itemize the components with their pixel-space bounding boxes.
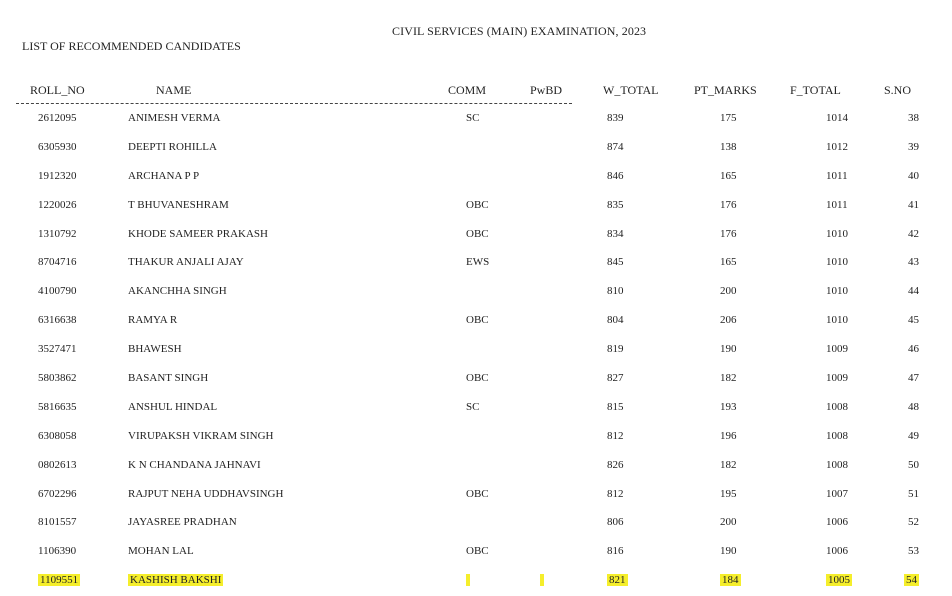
w-total-cell bbox=[607, 516, 624, 528]
pt-marks-cell-text: 193 bbox=[720, 400, 737, 413]
pt-marks-cell bbox=[720, 430, 737, 442]
roll-no-cell-text: 6316638 bbox=[38, 314, 77, 327]
sno-cell-text: 40 bbox=[908, 169, 919, 182]
pt-marks-cell-text: 206 bbox=[720, 314, 737, 327]
sno-cell-text: 39 bbox=[908, 140, 919, 153]
w-total-cell-text: 846 bbox=[607, 169, 624, 182]
roll-no-cell bbox=[38, 516, 77, 528]
sno-cell bbox=[908, 401, 919, 413]
f-total-cell-text: 1007 bbox=[826, 487, 848, 500]
name-cell bbox=[128, 545, 194, 557]
f-total-cell-text: 1006 bbox=[826, 516, 848, 529]
table-row bbox=[0, 365, 952, 394]
pt-marks-cell bbox=[720, 112, 737, 124]
pt-marks-cell bbox=[720, 256, 737, 268]
name-cell-text: RAMYA R bbox=[128, 314, 178, 327]
roll-no-cell-text: 3527471 bbox=[38, 343, 77, 356]
pt-marks-cell-text: 165 bbox=[720, 169, 737, 182]
column-header-name: NAME bbox=[156, 83, 192, 97]
f-total-cell bbox=[826, 343, 848, 355]
pt-marks-cell bbox=[720, 372, 737, 384]
sno-cell-text: 42 bbox=[908, 227, 919, 240]
roll-no-cell bbox=[38, 430, 77, 442]
pt-marks-cell bbox=[720, 314, 737, 326]
roll-no-cell bbox=[38, 170, 77, 182]
name-cell-text: ANSHUL HINDAL bbox=[128, 400, 218, 413]
roll-no-cell bbox=[38, 343, 77, 355]
table-row bbox=[0, 249, 952, 278]
w-total-cell bbox=[607, 170, 624, 182]
roll-no-cell bbox=[38, 314, 77, 326]
table-row bbox=[0, 452, 952, 481]
f-total-cell-text: 1008 bbox=[826, 429, 848, 442]
pt-marks-cell bbox=[720, 285, 737, 297]
name-cell-text: BHAWESH bbox=[128, 343, 182, 356]
sno-cell-text: 43 bbox=[908, 256, 919, 269]
roll-no-cell bbox=[38, 574, 80, 586]
f-total-cell-text: 1009 bbox=[826, 343, 848, 356]
f-total-cell bbox=[826, 401, 848, 413]
w-total-cell bbox=[607, 545, 624, 557]
column-header-comm: COMM bbox=[448, 83, 487, 97]
roll-no-cell bbox=[38, 372, 77, 384]
name-cell-text: K N CHANDANA JAHNAVI bbox=[128, 458, 261, 471]
pt-marks-cell-text: 200 bbox=[720, 285, 737, 298]
w-total-cell-text: 826 bbox=[607, 458, 624, 471]
list-subtitle: LIST OF RECOMMENDED CANDIDATES bbox=[22, 39, 241, 53]
f-total-cell-text: 1009 bbox=[826, 372, 848, 385]
table-row bbox=[0, 163, 952, 192]
table-row bbox=[0, 307, 952, 336]
w-total-cell bbox=[607, 372, 624, 384]
pt-marks-cell bbox=[720, 516, 737, 528]
w-total-cell-text: 812 bbox=[607, 429, 624, 442]
table-row bbox=[0, 336, 952, 365]
sno-cell bbox=[904, 574, 919, 586]
column-header-w-total: W_TOTAL bbox=[603, 83, 659, 97]
roll-no-cell-text: 6308058 bbox=[38, 429, 77, 442]
roll-no-cell-text: 8704716 bbox=[38, 256, 77, 269]
w-total-cell-text: 874 bbox=[607, 140, 624, 153]
roll-no-cell bbox=[38, 285, 77, 297]
f-total-cell bbox=[826, 285, 848, 297]
comm-cell-text: EWS bbox=[466, 256, 490, 269]
pt-marks-cell-text: 182 bbox=[720, 372, 737, 385]
name-cell-text: RAJPUT NEHA UDDHAVSINGH bbox=[128, 487, 284, 500]
w-total-cell bbox=[607, 343, 624, 355]
pt-marks-cell-text: 176 bbox=[720, 227, 737, 240]
column-header-roll-no: ROLL_NO bbox=[30, 83, 85, 97]
w-total-cell-text: 819 bbox=[607, 343, 624, 356]
table-row bbox=[0, 278, 952, 307]
name-cell-text: KASHISH BAKSHI bbox=[130, 574, 222, 587]
roll-no-cell-text: 2612095 bbox=[38, 112, 77, 124]
pt-marks-cell bbox=[720, 343, 737, 355]
f-total-cell bbox=[826, 170, 848, 182]
sno-cell-text: 41 bbox=[908, 198, 919, 211]
f-total-cell-text: 1012 bbox=[826, 140, 848, 153]
sno-cell bbox=[908, 285, 919, 297]
f-total-cell bbox=[826, 314, 848, 326]
name-cell-text: ANIMESH VERMA bbox=[128, 112, 221, 124]
sno-cell-text: 47 bbox=[908, 372, 919, 385]
sno-cell bbox=[908, 545, 919, 557]
f-total-cell-text: 1011 bbox=[826, 169, 848, 182]
f-total-cell bbox=[826, 256, 848, 268]
name-cell-text: KHODE SAMEER PRAKASH bbox=[128, 227, 268, 240]
column-header-pwbd: PwBD bbox=[530, 83, 563, 97]
sno-cell bbox=[908, 112, 919, 124]
name-cell bbox=[128, 314, 177, 326]
comm-cell bbox=[466, 372, 489, 384]
w-total-cell bbox=[607, 430, 624, 442]
name-cell bbox=[128, 516, 237, 528]
pt-marks-cell bbox=[720, 459, 737, 471]
table-row bbox=[0, 221, 952, 250]
f-total-cell bbox=[826, 228, 848, 240]
name-cell bbox=[128, 228, 268, 240]
w-total-cell bbox=[607, 574, 628, 586]
w-total-cell-text: 839 bbox=[607, 112, 624, 124]
f-total-cell-text: 1005 bbox=[828, 574, 850, 587]
name-cell-text: AKANCHHA SINGH bbox=[128, 285, 227, 298]
w-total-cell-text: 812 bbox=[607, 487, 624, 500]
pt-marks-cell-text: 184 bbox=[722, 574, 739, 587]
pt-marks-cell-text: 182 bbox=[720, 458, 737, 471]
roll-no-cell-text: 6702296 bbox=[38, 487, 77, 500]
pt-marks-cell-text: 195 bbox=[720, 487, 737, 500]
name-cell bbox=[128, 459, 261, 471]
sno-cell-text: 48 bbox=[908, 400, 919, 413]
f-total-cell-text: 1008 bbox=[826, 400, 848, 413]
w-total-cell-text: 810 bbox=[607, 285, 624, 298]
column-header-sno: S.NO bbox=[884, 83, 912, 97]
w-total-cell-text: 845 bbox=[607, 256, 624, 269]
roll-no-cell-text: 1109551 bbox=[40, 574, 79, 587]
name-cell bbox=[128, 488, 283, 500]
name-cell-text: VIRUPAKSH VIKRAM SINGH bbox=[128, 429, 274, 442]
comm-cell bbox=[466, 112, 479, 124]
w-total-cell bbox=[607, 285, 624, 297]
w-total-cell-text: 834 bbox=[607, 227, 624, 240]
pwbd-cell-text bbox=[540, 574, 544, 586]
f-total-cell-text: 1010 bbox=[826, 227, 848, 240]
name-cell bbox=[128, 141, 217, 153]
sno-cell-text: 45 bbox=[908, 314, 919, 327]
table-row bbox=[0, 423, 952, 452]
sno-cell bbox=[908, 516, 919, 528]
name-cell bbox=[128, 112, 220, 124]
f-total-cell bbox=[826, 545, 848, 557]
sno-cell-text: 44 bbox=[908, 285, 919, 298]
f-total-cell-text: 1010 bbox=[826, 285, 848, 298]
comm-cell bbox=[466, 488, 489, 500]
sno-cell bbox=[908, 488, 919, 500]
pt-marks-cell-text: 196 bbox=[720, 429, 737, 442]
pt-marks-cell-text: 176 bbox=[720, 198, 737, 211]
comm-cell bbox=[466, 256, 489, 268]
table-row bbox=[0, 394, 952, 423]
comm-cell-text: OBC bbox=[466, 545, 489, 558]
f-total-cell bbox=[826, 372, 848, 384]
comm-cell-text: SC bbox=[466, 112, 480, 124]
comm-cell-text: OBC bbox=[466, 314, 489, 327]
w-total-cell bbox=[607, 256, 624, 268]
comm-cell-text: OBC bbox=[466, 372, 489, 385]
sno-cell-text: 51 bbox=[908, 487, 919, 500]
pt-marks-cell bbox=[720, 545, 737, 557]
f-total-cell-text: 1014 bbox=[826, 112, 848, 124]
roll-no-cell bbox=[38, 545, 76, 557]
roll-no-cell-text: 5803862 bbox=[38, 372, 77, 385]
roll-no-cell-text: 1912320 bbox=[38, 169, 77, 182]
w-total-cell bbox=[607, 401, 624, 413]
roll-no-cell-text: 0802613 bbox=[38, 458, 77, 471]
pt-marks-cell-text: 200 bbox=[720, 516, 737, 529]
w-total-cell-text: 804 bbox=[607, 314, 624, 327]
page-title: CIVIL SERVICES (MAIN) EXAMINATION, 2023 bbox=[392, 24, 647, 38]
pwbd-cell bbox=[540, 574, 544, 586]
column-header-pt-marks: PT_MARKS bbox=[694, 83, 757, 97]
roll-no-cell bbox=[38, 459, 77, 471]
roll-no-cell-text: 1220026 bbox=[38, 198, 77, 211]
f-total-cell bbox=[826, 488, 848, 500]
pt-marks-cell bbox=[720, 170, 737, 182]
f-total-cell bbox=[826, 141, 848, 153]
f-total-cell-text: 1010 bbox=[826, 256, 848, 269]
name-cell-text: BASANT SINGH bbox=[128, 372, 209, 385]
roll-no-cell bbox=[38, 401, 77, 413]
f-total-cell bbox=[826, 199, 848, 211]
sno-cell-text: 49 bbox=[908, 429, 919, 442]
pt-marks-cell bbox=[720, 141, 737, 153]
w-total-cell bbox=[607, 199, 624, 211]
sno-cell bbox=[908, 372, 919, 384]
w-total-cell bbox=[607, 141, 624, 153]
sno-cell bbox=[908, 256, 919, 268]
name-cell bbox=[128, 199, 229, 211]
sno-cell bbox=[908, 343, 919, 355]
f-total-cell-text: 1011 bbox=[826, 198, 848, 211]
sno-cell-text: 52 bbox=[908, 516, 919, 529]
sno-cell-text: 50 bbox=[908, 458, 919, 471]
w-total-cell-text: 806 bbox=[607, 516, 624, 529]
comm-cell bbox=[466, 199, 489, 211]
roll-no-cell bbox=[38, 112, 77, 124]
name-cell bbox=[128, 430, 273, 442]
sno-cell bbox=[908, 141, 919, 153]
pt-marks-cell bbox=[720, 488, 737, 500]
table-row bbox=[0, 134, 952, 163]
roll-no-cell bbox=[38, 488, 77, 500]
f-total-cell bbox=[826, 430, 848, 442]
sno-cell bbox=[908, 228, 919, 240]
roll-no-cell bbox=[38, 141, 77, 153]
pt-marks-cell-text: 138 bbox=[720, 140, 737, 153]
comm-cell bbox=[466, 228, 489, 240]
sno-cell-text: 53 bbox=[908, 545, 919, 558]
sno-cell bbox=[908, 430, 919, 442]
sno-cell bbox=[908, 314, 919, 326]
sno-cell-text: 54 bbox=[906, 574, 917, 587]
f-total-cell bbox=[826, 459, 848, 471]
comm-cell bbox=[466, 401, 479, 413]
comm-cell bbox=[466, 574, 470, 586]
pt-marks-cell-text: 175 bbox=[720, 112, 737, 124]
comm-cell-text: OBC bbox=[466, 198, 489, 211]
pt-marks-cell bbox=[720, 228, 737, 240]
pt-marks-cell bbox=[720, 199, 737, 211]
w-total-cell bbox=[607, 112, 624, 124]
w-total-cell-text: 816 bbox=[607, 545, 624, 558]
name-cell bbox=[128, 170, 199, 182]
w-total-cell-text: 821 bbox=[609, 574, 626, 587]
name-cell bbox=[128, 285, 227, 297]
name-cell-text: ARCHANA P P bbox=[128, 169, 200, 182]
sno-cell bbox=[908, 459, 919, 471]
table-row bbox=[0, 509, 952, 538]
w-total-cell-text: 815 bbox=[607, 400, 624, 413]
candidate-table bbox=[0, 105, 952, 596]
roll-no-cell-text: 6305930 bbox=[38, 140, 77, 153]
f-total-cell-text: 1010 bbox=[826, 314, 848, 327]
comm-cell-text: OBC bbox=[466, 487, 489, 500]
pt-marks-cell bbox=[720, 574, 741, 586]
comm-cell-text bbox=[466, 574, 470, 586]
w-total-cell-text: 827 bbox=[607, 372, 624, 385]
w-total-cell-text: 835 bbox=[607, 198, 624, 211]
sno-cell bbox=[908, 170, 919, 182]
pt-marks-cell-text: 190 bbox=[720, 545, 737, 558]
comm-cell bbox=[466, 545, 489, 557]
pt-marks-cell bbox=[720, 401, 737, 413]
f-total-cell-text: 1006 bbox=[826, 545, 848, 558]
roll-no-cell-text: 8101557 bbox=[38, 516, 77, 529]
roll-no-cell-text: 1310792 bbox=[38, 227, 77, 240]
f-total-cell bbox=[826, 516, 848, 528]
roll-no-cell-text: 4100790 bbox=[38, 285, 77, 298]
table-row bbox=[0, 567, 952, 596]
name-cell-text: THAKUR ANJALI AJAY bbox=[128, 256, 244, 269]
column-header-f-total: F_TOTAL bbox=[790, 83, 841, 97]
comm-cell bbox=[466, 314, 489, 326]
f-total-cell-text: 1008 bbox=[826, 458, 848, 471]
w-total-cell bbox=[607, 459, 624, 471]
sno-cell-text: 38 bbox=[908, 112, 919, 124]
name-cell bbox=[128, 256, 244, 268]
f-total-cell bbox=[826, 574, 852, 586]
roll-no-cell bbox=[38, 256, 77, 268]
name-cell bbox=[128, 574, 223, 586]
name-cell bbox=[128, 401, 217, 413]
table-row bbox=[0, 538, 952, 567]
roll-no-cell-text: 1106390 bbox=[38, 545, 77, 558]
f-total-cell bbox=[826, 112, 848, 124]
name-cell-text: MOHAN LAL bbox=[128, 545, 194, 558]
pt-marks-cell-text: 165 bbox=[720, 256, 737, 269]
table-row bbox=[0, 481, 952, 510]
name-cell bbox=[128, 372, 208, 384]
w-total-cell bbox=[607, 228, 624, 240]
name-cell-text: DEEPTI ROHILLA bbox=[128, 140, 217, 153]
table-row bbox=[0, 192, 952, 221]
w-total-cell bbox=[607, 314, 624, 326]
header-divider bbox=[16, 103, 572, 104]
sno-cell bbox=[908, 199, 919, 211]
pt-marks-cell-text: 190 bbox=[720, 343, 737, 356]
sno-cell-text: 46 bbox=[908, 343, 919, 356]
comm-cell-text: OBC bbox=[466, 227, 489, 240]
name-cell-text: T BHUVANESHRAM bbox=[128, 198, 229, 211]
w-total-cell bbox=[607, 488, 624, 500]
roll-no-cell bbox=[38, 199, 77, 211]
name-cell-text: JAYASREE PRADHAN bbox=[128, 516, 237, 529]
table-row bbox=[0, 105, 952, 134]
roll-no-cell-text: 5816635 bbox=[38, 400, 77, 413]
name-cell bbox=[128, 343, 182, 355]
comm-cell-text: SC bbox=[466, 400, 480, 413]
roll-no-cell bbox=[38, 228, 77, 240]
